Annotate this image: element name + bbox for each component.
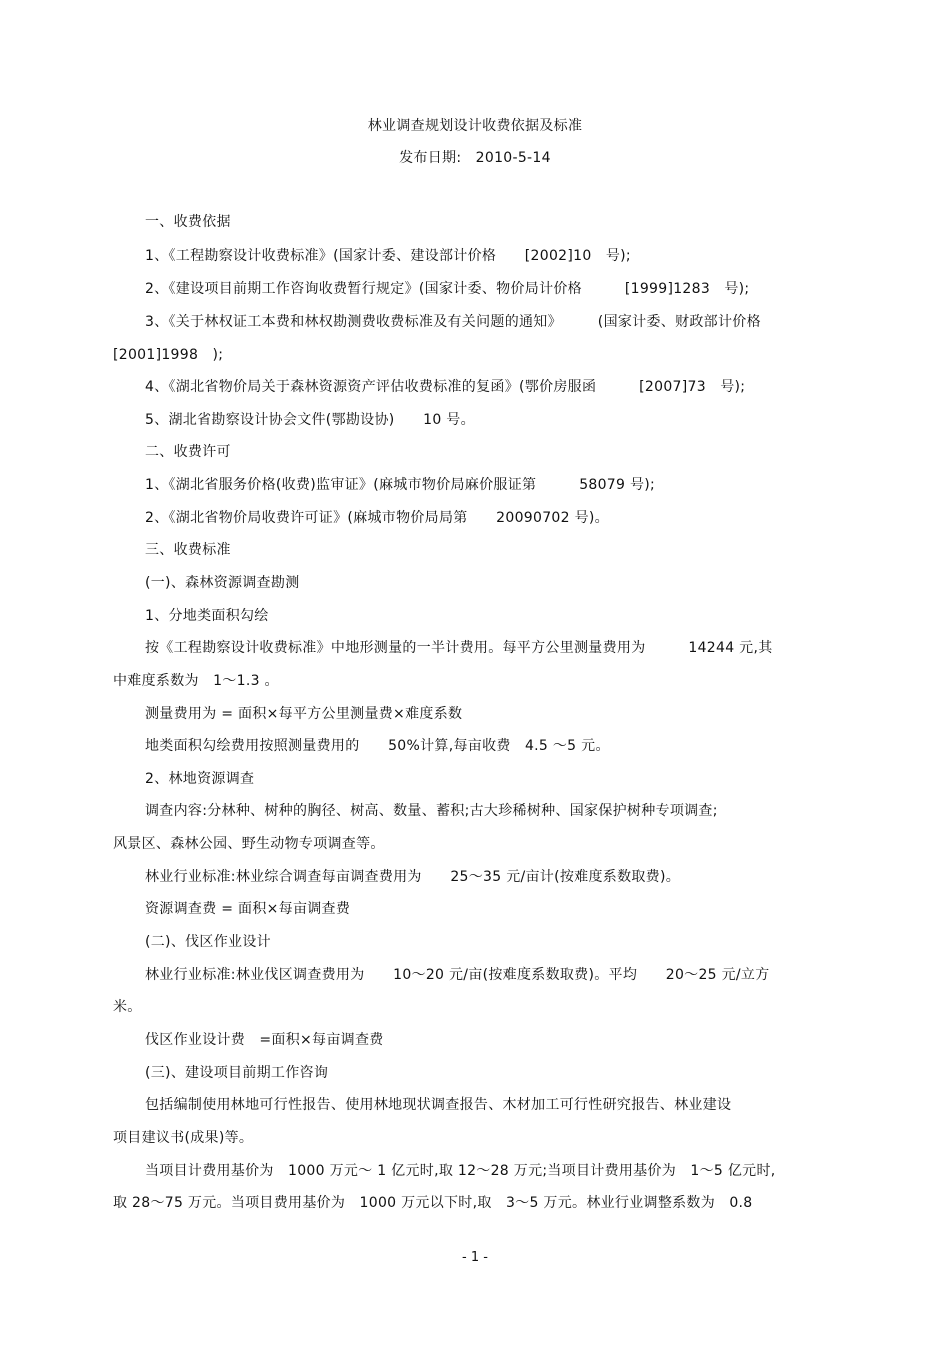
item-heading: 1、分地类面积勾绘 <box>145 608 269 624</box>
subsection-heading: (三)、建设项目前期工作咨询 <box>145 1065 329 1081</box>
list-item: 1、《湖北省服务价格(收费)监审证》(麻城市物价局麻价服证第 58079 号); <box>145 477 656 493</box>
paragraph-line: 风景区、森林公园、野生动物专项调查等。 <box>113 836 385 852</box>
list-item: 5、湖北省勘察设计协会文件(鄂勘设协) 10 号。 <box>145 412 475 428</box>
paragraph-line: 林业行业标准:林业伐区调查费用为 10～20 元/亩(按难度系数取费)。平均 20～25 元/立方 <box>145 967 770 983</box>
list-item: 3、《关于林权证工本费和林权勘测费收费标准及有关问题的通知》 (国家计委、财政部计价格 <box>145 314 761 330</box>
list-item: 1、《工程勘察设计收费标准》(国家计委、建设部计价格 [2002]10 号); <box>145 248 631 264</box>
paragraph-line: 地类面积勾绘费用按照测量费用的 50%计算,每亩收费 4.5 ～5 元。 <box>145 738 610 754</box>
section-heading: 二、收费许可 <box>145 444 231 460</box>
paragraph-line: 当项目计费用基价为 1000 万元～ 1 亿元时,取 12～28 万元;当项目计费用基价为 1～5 亿元时, <box>145 1163 776 1179</box>
list-item: 2、《湖北省物价局收费许可证》(麻城市物价局局第 20090702 号)。 <box>145 510 609 526</box>
publish-date: 发布日期: 2010-5-14 <box>399 150 551 166</box>
paragraph-line: 中难度系数为 1～1.3 。 <box>113 673 279 689</box>
section-heading: 三、收费标准 <box>145 542 231 558</box>
formula-line: 伐区作业设计费 =面积×每亩调查费 <box>145 1032 384 1048</box>
subsection-heading: (二)、伐区作业设计 <box>145 934 271 950</box>
paragraph-line: 按《工程勘察设计收费标准》中地形测量的一半计费用。每平方公里测量费用为 14244 元,其 <box>145 640 773 656</box>
paragraph-line: 调查内容:分林种、树种的胸径、树高、数量、蓄积;古大珍稀树种、国家保护树种专项调查; <box>145 803 718 819</box>
formula-line: 测量费用为 = 面积×每平方公里测量费×难度系数 <box>145 706 463 722</box>
paragraph-line: 米。 <box>113 999 142 1015</box>
paragraph-line: 取 28～75 万元。当项目费用基价为 1000 万元以下时,取 3～5 万元。林业行业调整系数为 0.8 <box>113 1195 753 1211</box>
list-item: 4、《湖北省物价局关于森林资源资产评估收费标准的复函》(鄂价房服函 [2007]73 号); <box>145 379 746 395</box>
item-heading: 2、林地资源调查 <box>145 771 255 787</box>
section-heading: 一、收费依据 <box>145 214 231 230</box>
subsection-heading: (一)、森林资源调查勘测 <box>145 575 300 591</box>
list-item-continuation: [2001]1998 ); <box>113 347 224 363</box>
paragraph-line: 林业行业标准:林业综合调查每亩调查费用为 25～35 元/亩计(按难度系数取费)。 <box>145 869 681 885</box>
paragraph-line: 包括编制使用林地可行性报告、使用林地现状调查报告、木材加工可行性研究报告、林业建设 <box>145 1097 732 1113</box>
list-item: 2、《建设项目前期工作咨询收费暂行规定》(国家计委、物价局计价格 [1999]1283 号); <box>145 281 750 297</box>
doc-title: 林业调查规划设计收费依据及标准 <box>367 118 583 134</box>
paragraph-line: 项目建议书(成果)等。 <box>113 1130 254 1146</box>
page-number: - 1 - <box>462 1250 488 1265</box>
formula-line: 资源调查费 = 面积×每亩调查费 <box>145 901 351 917</box>
